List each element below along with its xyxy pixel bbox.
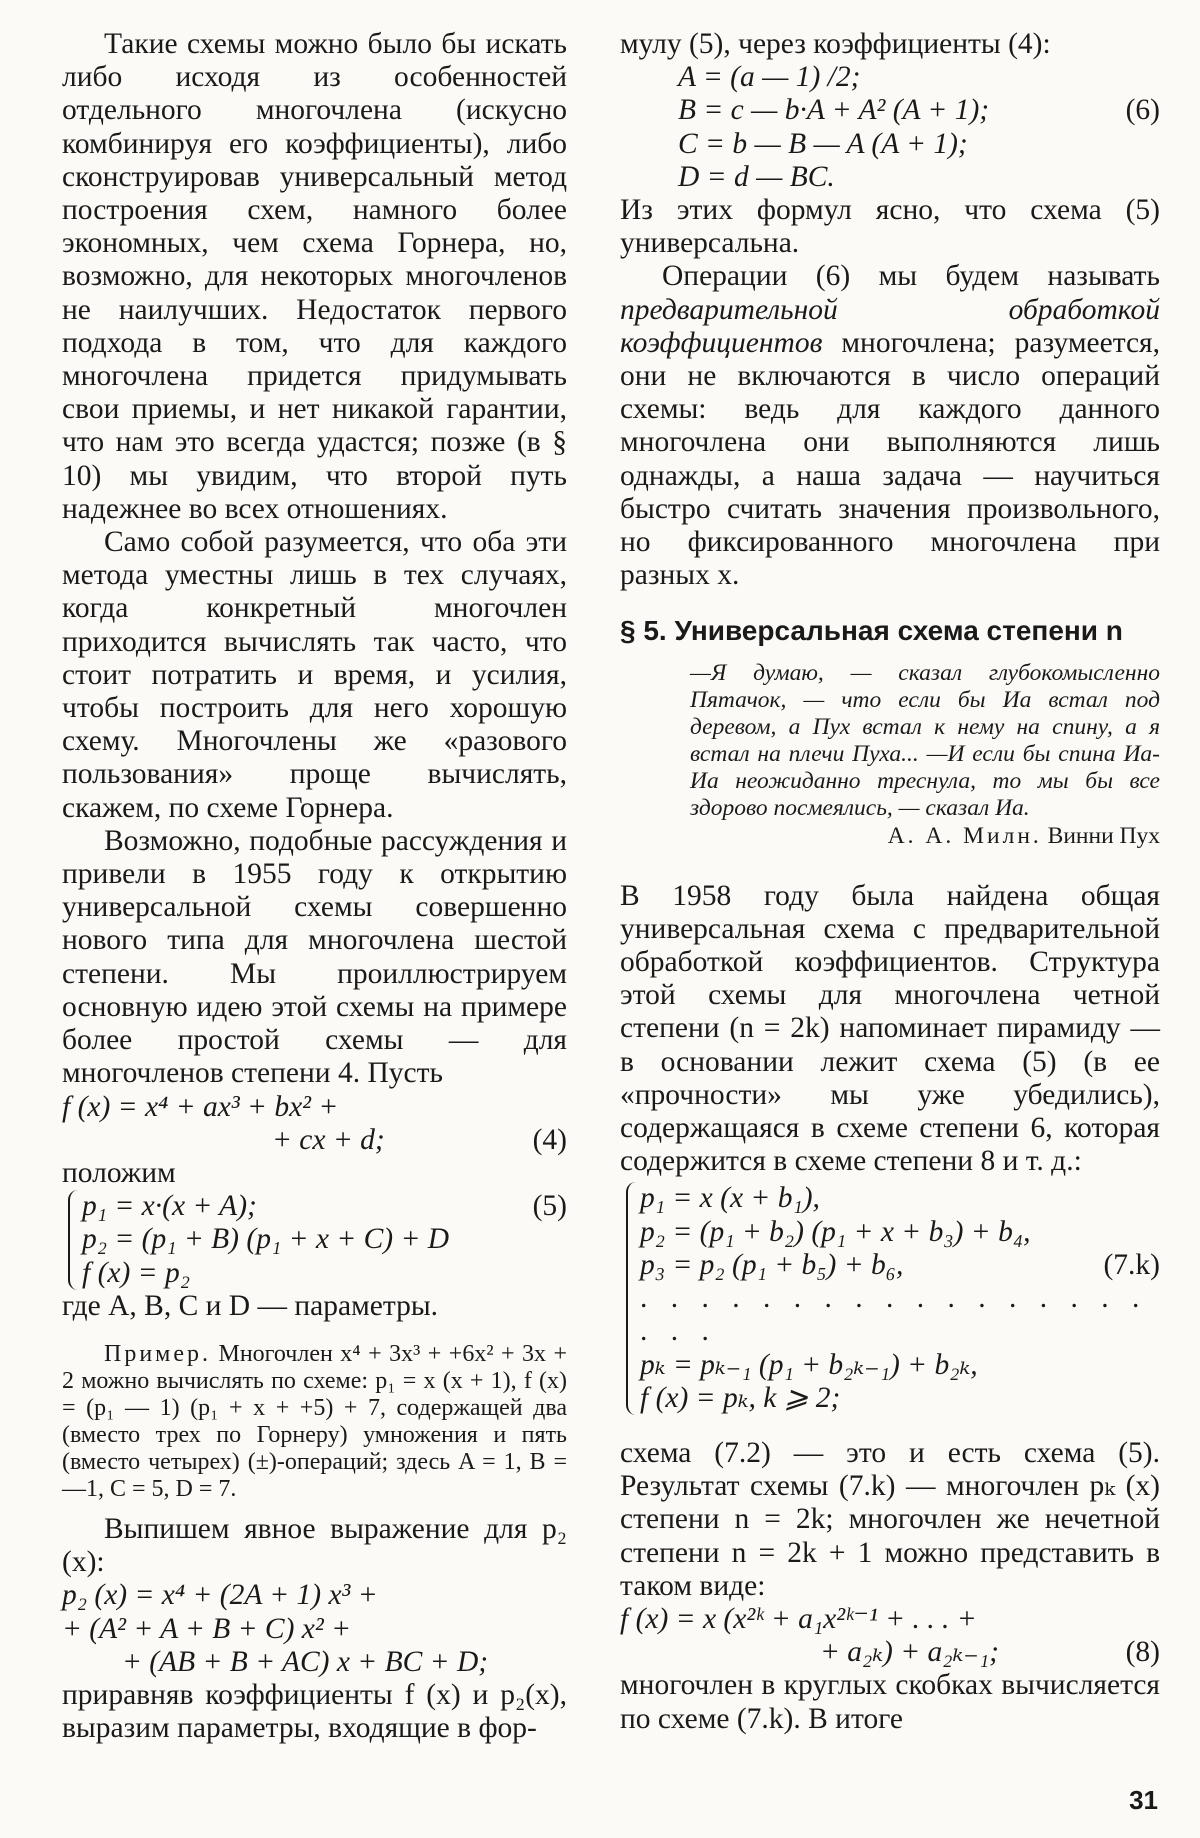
system-line: p₁ = x (x + b₁), <box>640 1182 820 1215</box>
eq8-line1: f (x) = x (x²ᵏ + a₁x²ᵏ⁻¹ + . . . + <box>620 1602 977 1635</box>
paragraph <box>620 260 1160 592</box>
paragraph: мулу (5), через коэффициенты (4): <box>620 28 1051 60</box>
equation-number: (7.k) <box>1103 1248 1160 1281</box>
equation-number: (4) <box>532 1123 567 1156</box>
text-italic: предварительной обработкой коэффициентов <box>620 293 1160 359</box>
text: многочлена; разумеется, они не включаются в число операций схемы: ведь для каждого данного многочлена они выполняются лишь однажды, а наша задача — научиться быстро считать значения произвольного, но фиксированного многочлена при разных x. <box>620 326 1160 592</box>
equation-4-rhs: + cx + d; <box>272 1123 385 1156</box>
eq6-line: A = (a — 1) /2; <box>678 61 861 94</box>
epigraph-attribution <box>620 822 1160 850</box>
text-gde: где A, B, C и D — параметры. <box>62 1289 439 1322</box>
paragraph: Само собой разумеется, что оба эти метода уместны лишь в тех случаях, когда конкретный многочлен приходится вычислять так часто, что стоит потратить и время, и усилия, чтобы построить для него хорошую схему. Многочлены же «разового пользования» проще вычислять, скажем, по схеме Горнера. <box>62 526 567 824</box>
p2-line1: p₂ (x) = x⁴ + (2A + 1) x³ + <box>62 1579 378 1612</box>
system-line: p₂ = (p₁ + b₂) (p₁ + x + b₃) + b₄, <box>640 1215 1031 1248</box>
equation-number: (6) <box>1125 94 1160 127</box>
example-block <box>62 1341 567 1503</box>
text-polozhim: положим <box>62 1156 176 1189</box>
paragraph: Из этих формул ясно, что схема (5) универсальна. <box>620 194 1160 260</box>
example-label: Пример. <box>104 1340 212 1367</box>
equation-6 <box>620 61 1160 194</box>
paragraph: Такие схемы можно было бы искать либо исходя из особенностей отдельного многочлена (искусно комбинируя его коэффициенты), либо сконструировав универсальный метод построения схем, намного более экономных, чем схема Горнера, но, возможно, для некоторых многочленов не наилучших. Недостаток первого подхода в том, что для каждого многочлена придется придумывать свои приемы, и нет никакой гарантии, что нам это всегда удастся; позже (в § 10) мы увидим, что второй путь надежнее во всех отношениях. <box>62 28 567 525</box>
paragraph: приравняв коэффициенты f (x) и p₂(x), выразим параметры, входящие в фор- <box>62 1678 567 1745</box>
system-5 <box>62 1190 567 1290</box>
eq6-line: D = d — BC. <box>678 160 835 193</box>
equation-number: (5) <box>532 1190 567 1223</box>
epigraph: —Я думаю, — сказал глубокомысленно Пятачок, — что если бы Иа встал под деревом, а Пух встал к нему на спину, а я встал на плечи Пуха... —И если бы спина Иа-Иа неожиданно треснула, то мы бы все здорово посмеялись, — сказал Иа. <box>690 659 1160 821</box>
left-column <box>62 28 567 1745</box>
epigraph-author: А. А. Милн. <box>887 822 1042 849</box>
example-text: Многочлен x⁴ + 3x³ + +6x² + 3x + 2 можно вычислять по схеме: p₁ = x (x + 1), f (x) = (p₁ — 1) (p₁ + x + +5) + 7, содержащей два (вместо трех по Горнеру) умножения и пять (вместо четырех) (±)-операций; здесь A = 1, B = —1, C = 5, D = 7. <box>62 1340 567 1502</box>
section-heading: § 5. Универсальная схема степени n <box>620 615 1123 647</box>
paragraph: Возможно, подобные рассуждения и привели в 1955 году к открытию универсальной схемы совершенно нового типа для многочлена шестой степени. Мы проиллюстрируем основную идею этой схемы на примере более простой схемы — для многочленов степени 4. Пусть <box>62 824 567 1090</box>
system-dots: . . . . . . . . . . . . . . . . . . . . <box>640 1282 1148 1348</box>
paragraph: многочлен в круглых скобках вычисляется по схеме (7.k). В итоге <box>620 1669 1160 1735</box>
system-7k <box>626 1182 1160 1414</box>
paragraph: В 1958 году была найдена общая универсальная схема с предварительной обработкой коэффициентов. Структура этой схемы для многочлена четной степени (n = 2k) напоминает пирамиду — в основании лежит схема (5) (в ее «прочности» мы уже убедились), содержащаяся в схеме степени 6, которая содержится в схеме степени 8 и т. д.: <box>620 879 1160 1178</box>
eq6-line: B = c — b·A + A² (A + 1); <box>678 94 990 127</box>
page-number: 31 <box>1129 1785 1158 1815</box>
eq8-rhs: + a₂ₖ) + a₂ₖ₋₁; <box>820 1636 999 1669</box>
system-line: f (x) = pₖ, k ⩾ 2; <box>640 1381 841 1414</box>
system-line: p₃ = p₂ (p₁ + b₅) + b₆, <box>640 1248 904 1281</box>
system-line: f (x) = p₂ <box>82 1256 190 1289</box>
eq6-line: C = b — B — A (A + 1); <box>678 127 968 160</box>
system-line: p₁ = x·(x + A); <box>82 1190 257 1223</box>
equation-4-line2 <box>62 1124 567 1157</box>
p2-line2: + (A² + A + B + C) x² + <box>62 1612 352 1645</box>
text: Операции (6) мы будем называть <box>662 260 1160 293</box>
eq8-line2 <box>620 1636 1160 1669</box>
epigraph-source: Винни Пух <box>1047 822 1160 849</box>
system-line: p₂ = (p₁ + B) (p₁ + x + C) + D <box>82 1223 450 1256</box>
paragraph: схема (7.2) — это и есть схема (5). Результат схемы (7.k) — многочлен pₖ (x) степени n = 2k; многочлен же нечетной степени n = 2k + 1 можно представить в таком виде: <box>620 1436 1160 1602</box>
equation-4-line1: f (x) = x⁴ + ax³ + bx² + <box>62 1090 339 1123</box>
equation-number: (8) <box>1125 1636 1160 1669</box>
system-line: pₖ = pₖ₋₁ (p₁ + b₂ₖ₋₁) + b₂ₖ, <box>640 1348 978 1381</box>
system-brace <box>68 1190 449 1290</box>
p2-line3: + (AB + B + AC) x + BC + D; <box>122 1645 489 1678</box>
right-column <box>620 28 1160 1736</box>
paragraph: Выпишем явное выражение для p₂ (x): <box>62 1512 567 1579</box>
